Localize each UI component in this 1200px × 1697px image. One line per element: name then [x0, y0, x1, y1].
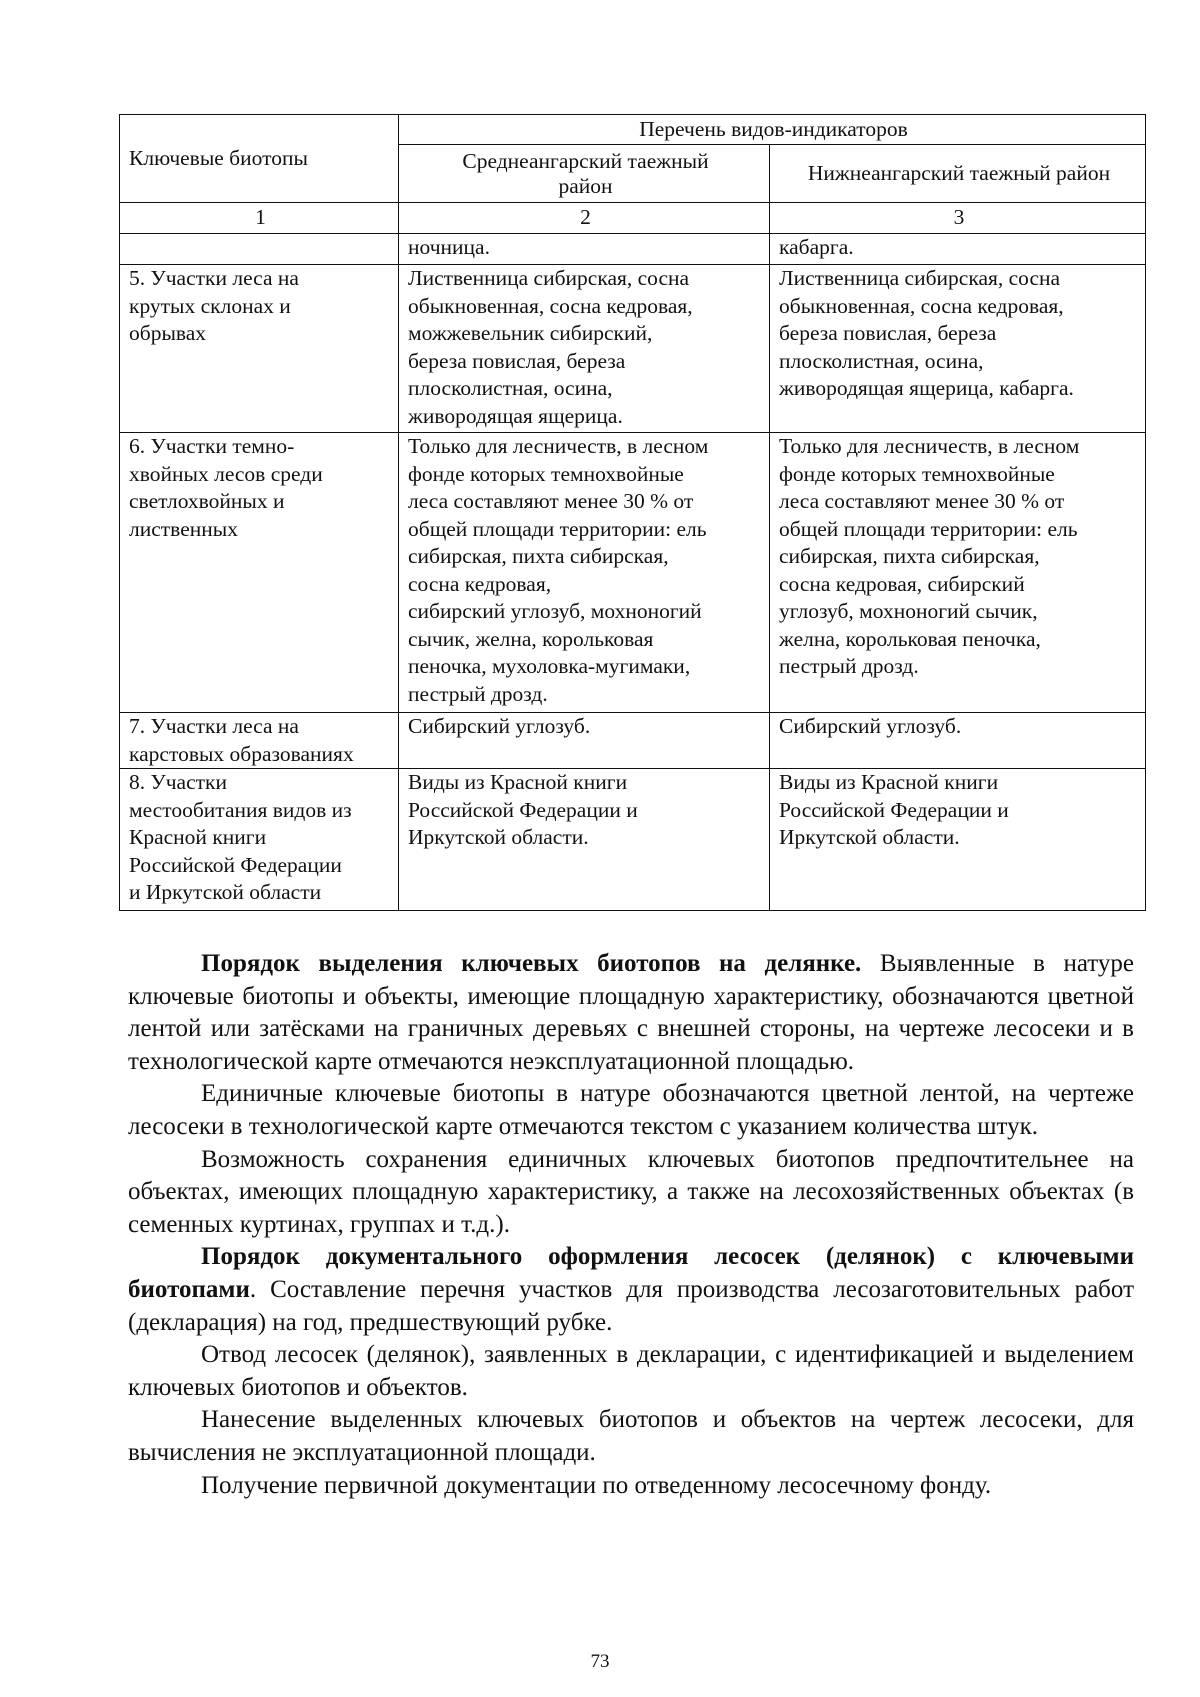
nizhnee-species-cell: кабарга.	[770, 234, 1146, 265]
table-row	[120, 433, 1146, 713]
srednee-species-cell: Виды из Красной книги Российской Федерации и Иркутской области.	[399, 769, 770, 911]
header-indicator-species: Перечень видов-индикаторов	[399, 115, 1146, 145]
table-row	[120, 234, 1146, 265]
paragraph-text: . Составление перечня участков для производства лесозаготовительных работ (декларация) на год, предшествующий рубке.	[128, 1275, 1134, 1336]
page-number: 73	[590, 1651, 610, 1672]
paragraph-single-biotopes: Единичные ключевые биотопы в натуре обозначаются цветной лентой, на чертеже лесосеки в технологической карте отмечаются текстом с указанием количества штук.	[128, 1080, 1134, 1140]
paragraph-preservation: Возможность сохранения единичных ключевых биотопов предпочтительнее на объектах, имеющих площадную характеристику, а также на лесохозяйственных объектах (в семенных куртинах, группах и т.д.).	[128, 1145, 1134, 1238]
table-row	[120, 769, 1146, 911]
column-number: 3	[770, 203, 1146, 234]
paragraph-heading: Порядок выделения ключевых биотопов на делянке.	[201, 950, 862, 977]
indicator-species-table	[119, 114, 1146, 911]
table-row	[120, 713, 1146, 769]
biotope-cell	[120, 234, 399, 265]
nizhnee-species-cell: Виды из Красной книги Российской Федерации и Иркутской области.	[770, 769, 1146, 911]
nizhnee-species-cell: Лиственница сибирская, сосна обыкновенная, сосна кедровая, береза повислая, береза плосколистная, осина, живородящая ящерица, кабарга.	[770, 265, 1146, 433]
nizhnee-species-cell: Только для лесничеств, в лесном фонде которых темнохвойные леса составляют менее 30 % от общей площади территории: ель сибирская, пихта сибирская, сосна кедровая, сибирский углозуб, мохноногий сычик, желна, корольковая пеночка, пестрый дрозд.	[770, 433, 1146, 713]
srednee-species-cell: Лиственница сибирская, сосна обыкновенная, сосна кедровая, можжевельник сибирский, береза повислая, береза плосколистная, осина, живородящая ящерица.	[399, 265, 770, 433]
paragraph-documentation	[128, 1241, 1134, 1339]
paragraph-heading: Порядок документального оформления лесосек (делянок) с ключевыми биотопами	[128, 1243, 1134, 1303]
biotope-cell: 6. Участки темно- хвойных лесов среди светлохвойных и лиственных	[120, 433, 399, 713]
paragraph-text: Выявленные в натуре ключевые биотопы и объекты, имеющие площадную характеристику, обозначаются цветной лентой или затёсками на граничных деревьях с внешней стороны, на чертеже лесосеки и в технологической карте отмечаются неэксплуатационной площадью.	[128, 950, 1134, 1075]
column-number: 2	[399, 203, 770, 234]
header-nizhneangarsky: Нижнеангарский таежный район	[770, 145, 1146, 203]
biotope-cell: 7. Участки леса на карстовых образованиях	[120, 713, 399, 769]
nizhnee-species-cell: Сибирский углозуб.	[770, 713, 1146, 769]
paragraph-primary-docs: Получение первичной документации по отведенному лесосечному фонду.	[201, 1471, 992, 1499]
header-key-biotopes: Ключевые биотопы	[120, 115, 399, 203]
paragraph-biotope-allocation	[128, 948, 1134, 1078]
biotope-cell: 5. Участки леса на крутых склонах и обрывах	[120, 265, 399, 433]
body-text	[128, 948, 1134, 1502]
table-header-row	[120, 115, 1146, 145]
column-number: 1	[120, 203, 399, 234]
srednee-species-cell: Сибирский углозуб.	[399, 713, 770, 769]
biotope-cell: 8. Участки местообитания видов из Красной книги Российской Федерации и Иркутской области	[120, 769, 399, 911]
srednee-species-cell: Только для лесничеств, в лесном фонде которых темнохвойные леса составляют менее 30 % от общей площади территории: ель сибирская, пихта сибирская, сосна кедровая, сибирский углозуб, мохноногий сычик, желна, корольковая пеночка, мухоловка-мугимаки, пестрый дрозд.	[399, 433, 770, 713]
header-sredneangarsky: Среднеангарский таежный район	[399, 145, 770, 203]
paragraph-allotment: Отвод лесосек (делянок), заявленных в декларации, с идентификацией и выделением ключевых биотопов и объектов.	[128, 1341, 1134, 1401]
srednee-species-cell: ночница.	[399, 234, 770, 265]
paragraph-drawing: Нанесение выделенных ключевых биотопов и объектов на чертеж лесосеки, для вычисления не эксплуатационной площади.	[128, 1406, 1134, 1466]
table-column-numbers-row	[120, 203, 1146, 234]
table-row	[120, 265, 1146, 433]
